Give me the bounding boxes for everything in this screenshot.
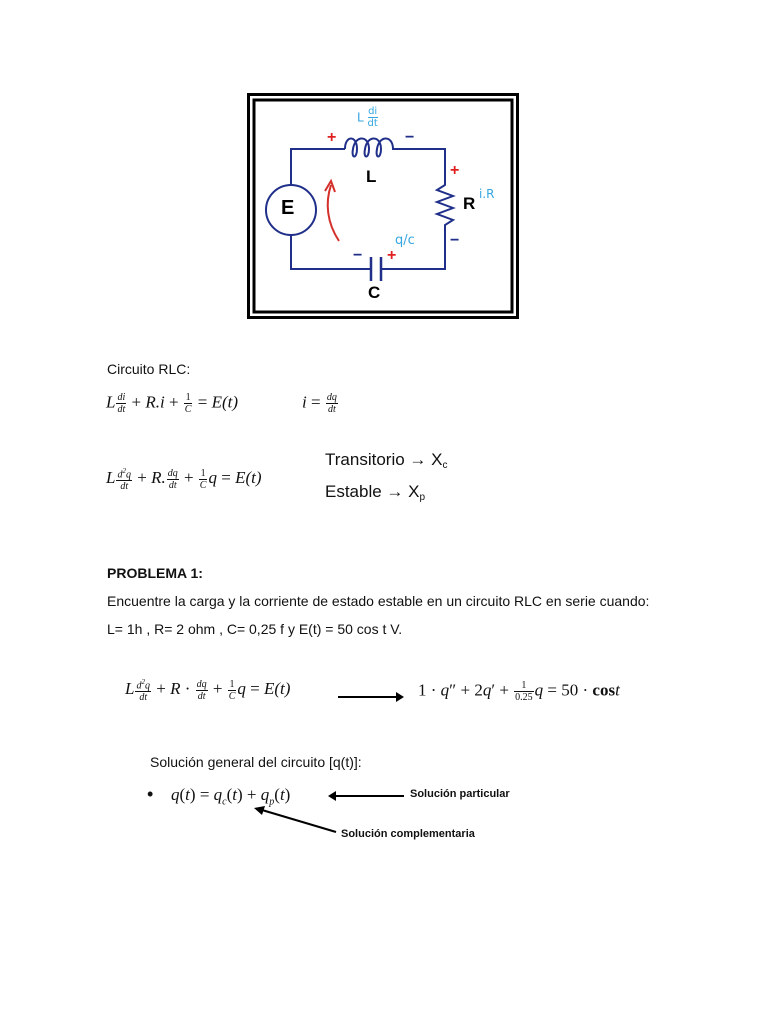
circuit-diagram [247,93,519,319]
label-particular: Solución particular [410,788,510,800]
inductor-drop-label: L $\frac{di}{dt}$ [357,106,378,129]
problem-heading: PROBLEMA 1: [107,565,203,581]
source-label: E [281,197,295,219]
equation-2: L $\frac{d^2q}{dt}$ + R. $\frac{dq}{dt}$ + $\frac{1}{C}$ q = E(t) [106,467,262,493]
capacitor-drop-label: q/c [395,233,415,248]
inductor-plus-sign: + [327,129,337,146]
problem-values: L= 1h , R= 2 ohm , C= 0,25 f y E(t) = 50 cos t V. [107,621,403,637]
bullet: • [147,784,154,804]
label-complementaria: Solución complementaria [341,828,475,840]
equation-3: L $\frac{d^2q}{dt}$ + R · $\frac{dq}{dt}$ + $\frac{1}{C}$ q = E(t) [125,678,291,704]
intro-title: Circuito RLC: [107,361,191,377]
inductor-label: L [366,167,377,186]
problem-statement: Encuentre la carga y la corriente de estado estable en un circuito RLC en serie cuando: [107,593,650,609]
capacitor-minus-sign: − [353,247,363,264]
resistor-label: R [463,194,476,213]
equation-1: L $\frac{di}{dt}$ + R.i + $\frac{1}{C}$ = E(t) [106,392,238,415]
resistor-minus-sign: − [450,232,460,249]
equation-solution: $q(t) = q_c(t) + q_p(t)$ [171,785,291,808]
resistor-drop-label: i.R [479,187,495,201]
estable-line: Estable → $X_p$ [325,482,426,503]
equation-current: i = $\frac{dq}{dt}$ [302,392,337,415]
inductor-minus-sign: − [405,129,415,146]
equation-4: 1 · q″ + 2q′ + $\frac{1}{0.25}$ q = 50 · cost [418,680,620,703]
arrow-complementaria [254,806,338,836]
resistor-plus-sign: + [450,162,460,179]
capacitor-plus-sign: + [387,247,397,264]
solution-general: Solución general del circuito [q(t)]: [150,754,362,770]
arrow-particular [328,789,404,803]
transitorio-line: Transitorio → $X_c$ [325,450,448,471]
implies-arrow [338,690,404,704]
capacitor-label: C [368,283,381,302]
